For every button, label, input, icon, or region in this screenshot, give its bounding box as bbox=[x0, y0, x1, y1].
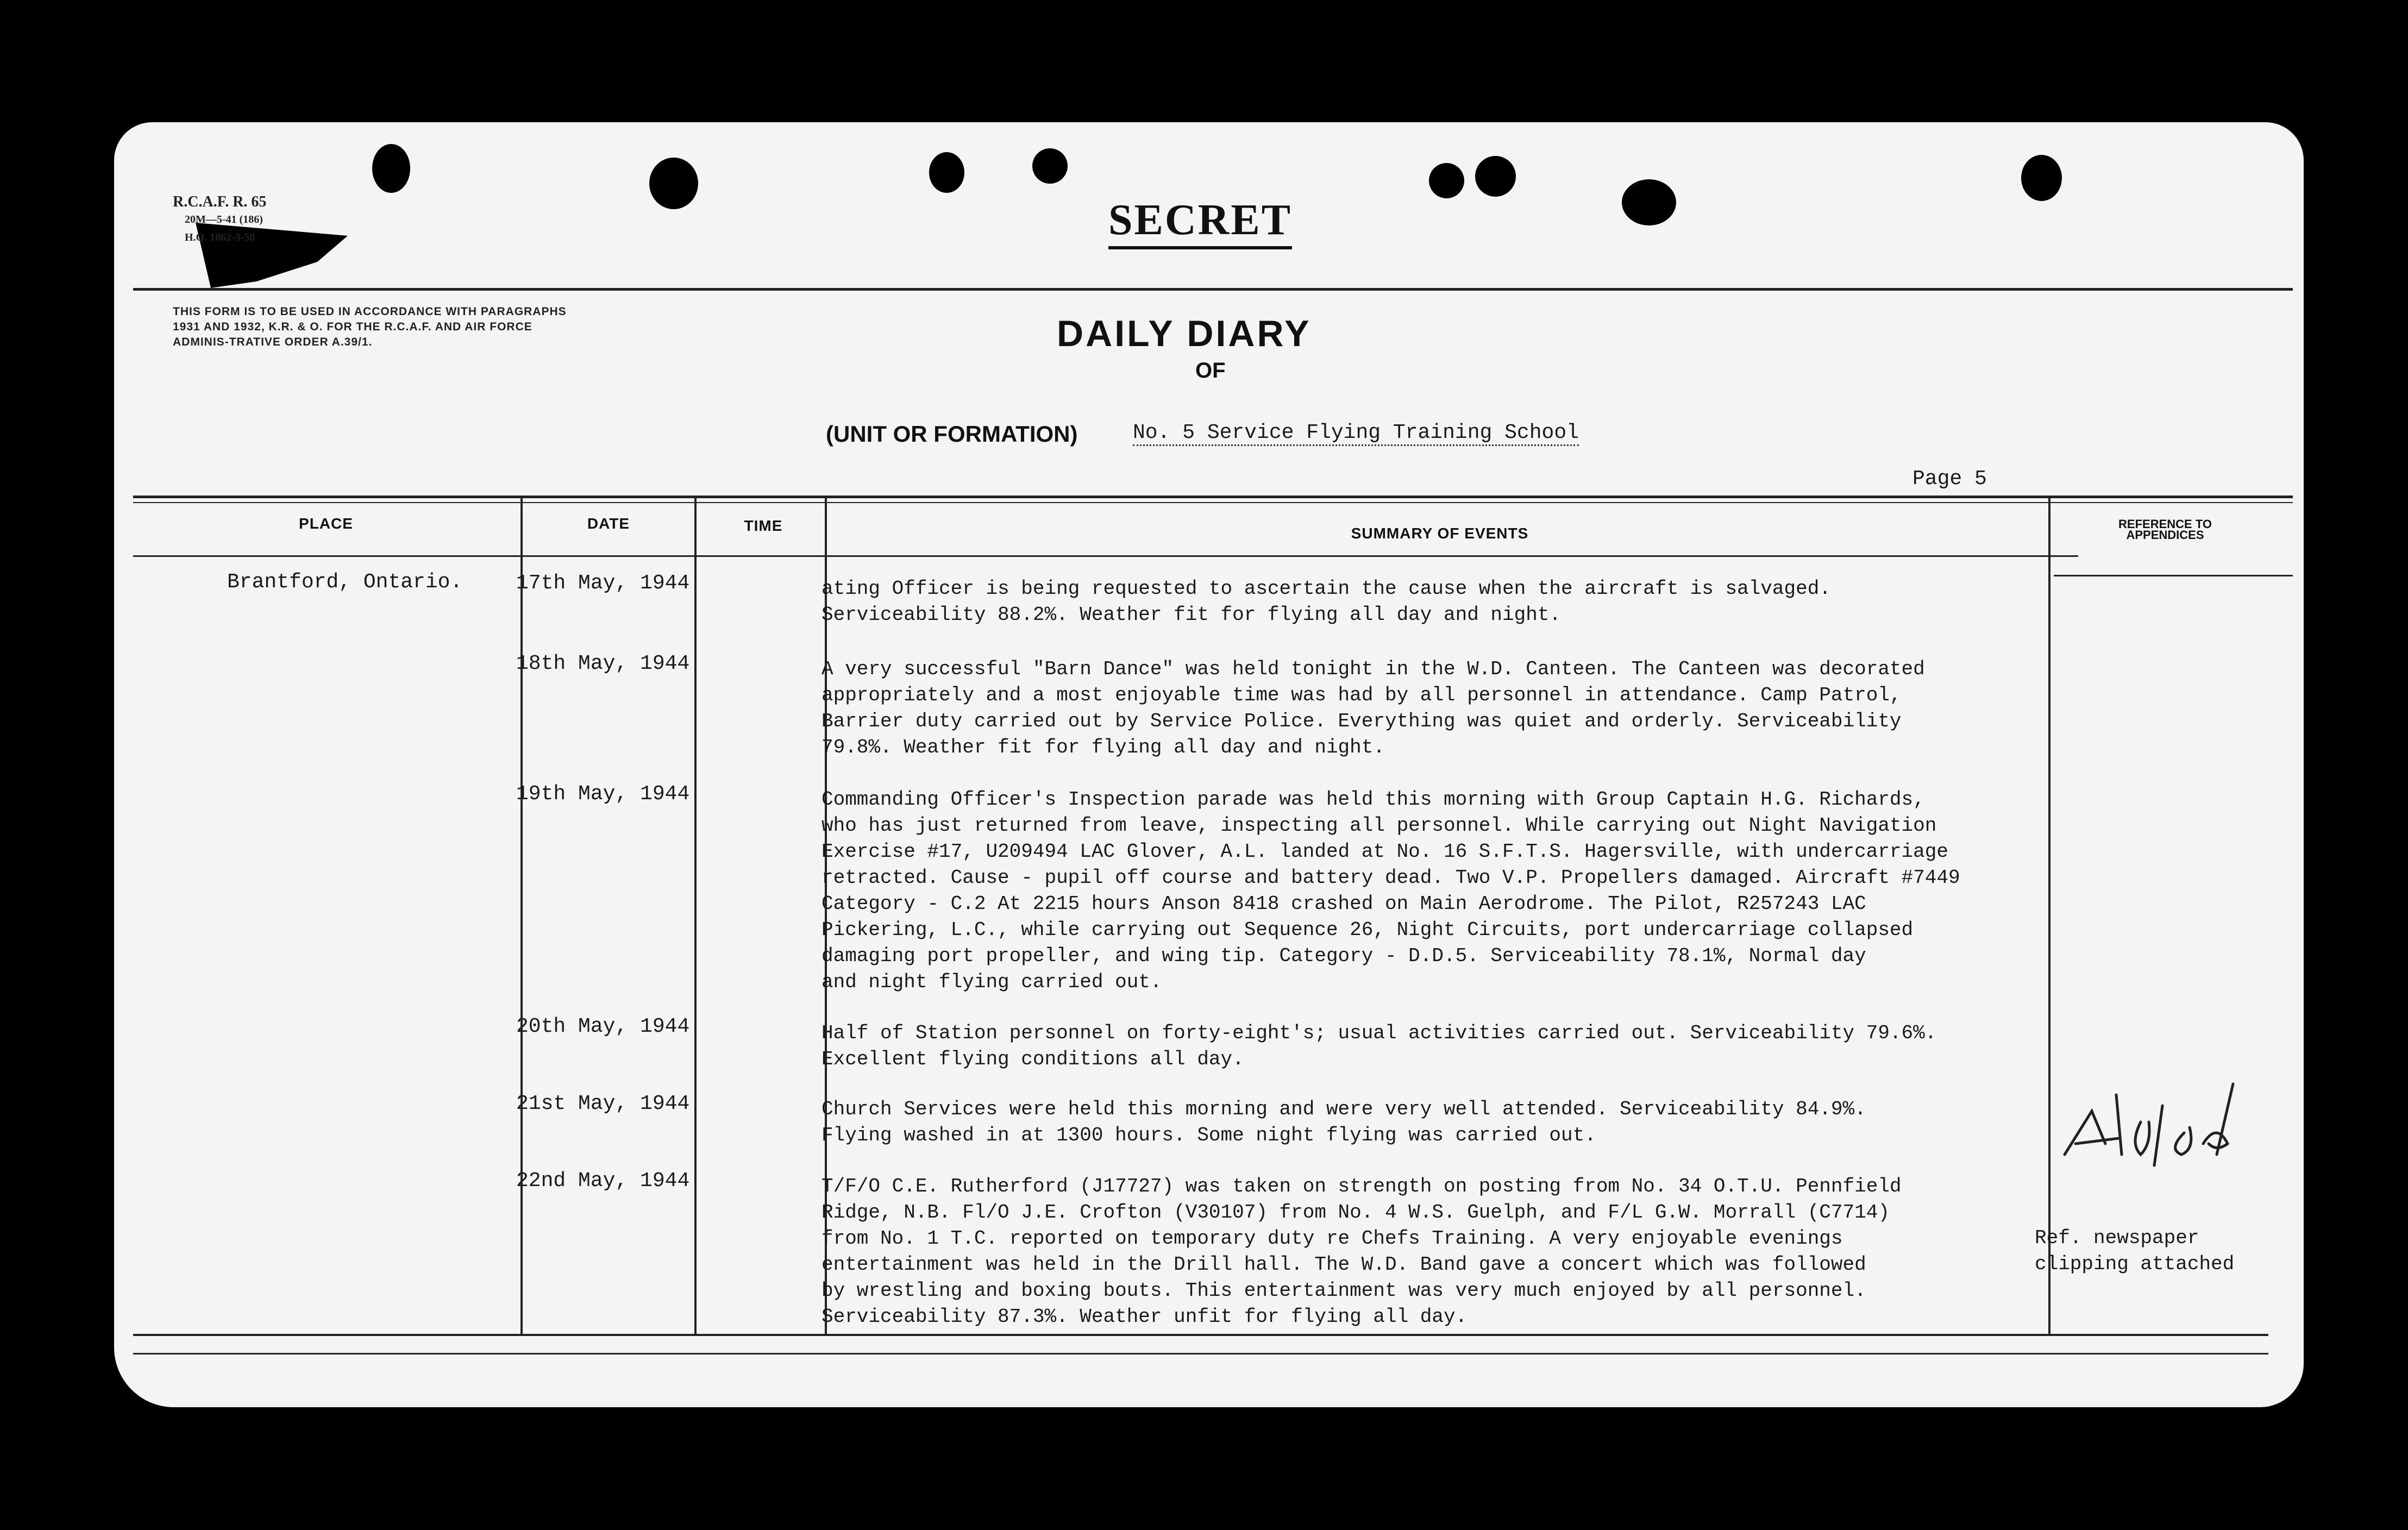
print-line: H.Q. 1062-3-50 bbox=[185, 231, 255, 243]
punch-hole bbox=[649, 158, 698, 209]
punch-hole bbox=[2021, 155, 2062, 201]
form-instructions: THIS FORM IS TO BE USED IN ACCORDANCE WITH PARAGRAPHS 1931 AND 1932, K.R. & O. FOR THE R.C.A.F. AND AIR FORCE ADMINIS-TRATIVE ORDER A.39/1. bbox=[173, 305, 567, 348]
column-header-place: PLACE bbox=[299, 515, 353, 532]
entry-date: 17th May, 1944 bbox=[516, 572, 690, 595]
table-top-border bbox=[133, 502, 2293, 503]
unit-value: No. 5 Service Flying Training School bbox=[1133, 421, 1579, 446]
entry-summary: A very successful "Barn Dance" was held tonight in the W.D. Canteen. The Canteen was decorated appropriately and a most enjoyable time was had by all personnel in attendance. Camp Patrol, Barrier duty carried out by Service Police. Everything was quiet and orderly. Serviceability 79.8%. Weather fit for flying all day and night. bbox=[822, 658, 1925, 758]
column-header-time: TIME bbox=[744, 517, 783, 534]
punch-hole bbox=[1475, 156, 1516, 197]
table-bottom-border bbox=[133, 1353, 2268, 1355]
entry-summary: ating Officer is being requested to ascertain the cause when the aircraft is salvaged. Serviceability 88.2%. Weather fit for flying all day and night. bbox=[822, 578, 1831, 626]
entry-date: 18th May, 1944 bbox=[516, 652, 690, 675]
handwritten-signature bbox=[2054, 1062, 2260, 1176]
entry-summary: Church Services were held this morning and were very well attended. Serviceability 84.9%. Flying washed in at 1300 hours. Some night flying was carried out. bbox=[822, 1098, 1866, 1146]
column-header-summary: SUMMARY OF EVENTS bbox=[1351, 525, 1529, 542]
place-value: Brantford, Ontario. bbox=[227, 570, 463, 594]
table-bottom-border bbox=[133, 1334, 2268, 1336]
form-number: R.C.A.F. R. 65 bbox=[173, 193, 267, 210]
entry-date: 21st May, 1944 bbox=[516, 1092, 690, 1115]
entry-summary: T/F/O C.E. Rutherford (J17727) was taken on strength on posting from No. 34 O.T.U. Pennfield Ridge, N.B. Fl/O J.E. Crofton (V30107) from No. 4 W.S. Guelph, and F/L G.W. Morrall (C7714) from No. 1 T.C. reported on temporary duty re Chefs Training. A very enjoyable evenings entertainment was held in the Drill hall. The W.D. Band gave a concert which was followed by wrestling and boxing bouts. This entertainment was very much enjoyed by all personnel. Serviceability 87.3%. Weather unfit for flying all day. bbox=[822, 1175, 1902, 1328]
print-line: 20M—5-41 (186) bbox=[185, 214, 263, 225]
title-of: OF bbox=[1195, 359, 1226, 382]
page-number: Page 5 bbox=[1912, 467, 1987, 491]
table-top-border bbox=[133, 496, 2293, 498]
header-bottom-border bbox=[133, 555, 2078, 557]
punch-hole bbox=[372, 144, 410, 193]
column-header-date: DATE bbox=[587, 515, 630, 532]
punch-hole bbox=[1622, 179, 1676, 225]
column-header-reference: REFERENCE TO APPENDICES bbox=[2118, 517, 2212, 542]
entry-date: 19th May, 1944 bbox=[516, 782, 690, 806]
punch-hole bbox=[1429, 163, 1464, 198]
punch-hole bbox=[1032, 148, 1068, 184]
page-title: DAILY DIARY bbox=[1057, 313, 1312, 354]
entry-summary: Half of Station personnel on forty-eight's; usual activities carried out. Serviceability 79.6%. Excellent flying conditions all day. bbox=[822, 1022, 1937, 1070]
entry-date: 22nd May, 1944 bbox=[516, 1169, 690, 1193]
column-divider bbox=[521, 497, 523, 1334]
punch-hole bbox=[929, 152, 964, 193]
classification-stamp: SECRET bbox=[1108, 196, 1292, 249]
form-code bbox=[173, 193, 266, 247]
column-divider bbox=[694, 497, 697, 1334]
reference-note: Ref. newspaper clipping attached bbox=[2035, 1227, 2235, 1275]
unit-label: (UNIT OR FORMATION) bbox=[826, 421, 1078, 447]
entry-date: 20th May, 1944 bbox=[516, 1015, 690, 1038]
entry-summary: Commanding Officer's Inspection parade was held this morning with Group Captain H.G. Richards, who has just returned from leave, inspecting all personnel. While carrying out Night Navigation Exercise #17, U209494 LAC Glover, A.L. landed at No. 16 S.F.T.S. Hagersville, with undercarriage retracted. Cause - pupil off course and battery dead. Two V.P. Propellers damaged. Aircraft #7449 Category - C.2 At 2215 hours Anson 8418 crashed on Main Aerodrome. The Pilot, R257243 LAC Pickering, L.C., while carrying out Sequence 26, Night Circuits, port undercarriage collapsed damaging port propeller, and wing tip. Category - D.D.5. Serviceability 78.1%, Normal day and night flying carried out. bbox=[822, 788, 1960, 993]
divider bbox=[133, 288, 2293, 291]
